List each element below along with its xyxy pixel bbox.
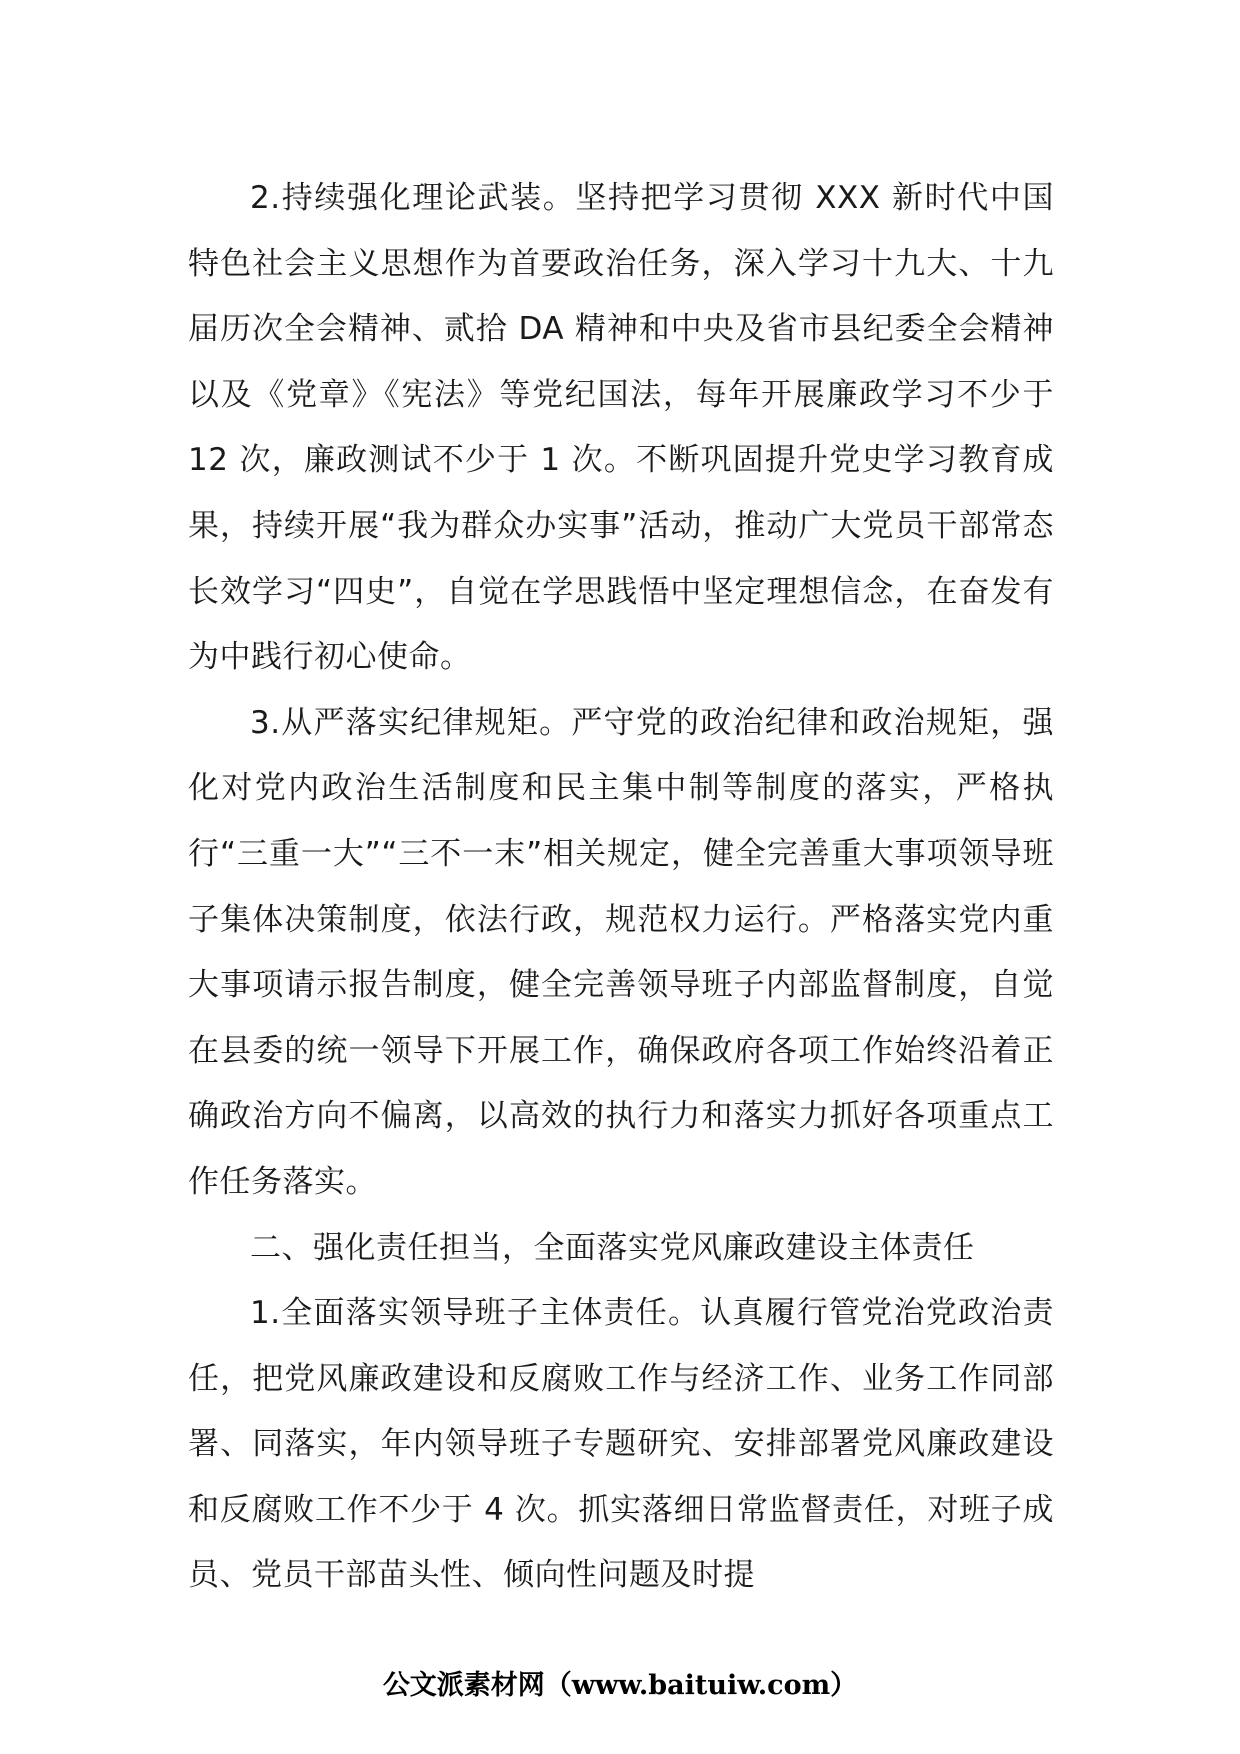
- document-body: [188, 166, 1054, 1609]
- paragraph-discipline-rules: 3.从严落实纪律规矩。严守党的政治纪律和政治规矩，强化对党内政治生活制度和民主集中制等制度的落实，严格执行“三重一大”“三不一末”相关规定，健全完善重大事项领导班子集体决策制度，依法行政，规范权力运行。严格落实党内重大事项请示报告制度，健全完善领导班子内部监督制度，自觉在县委的统一领导下开展工作，确保政府各项工作始终沿着正确政治方向不偏离，以高效的执行力和落实力抓好各项重点工作任务落实。: [188, 704, 1054, 1200]
- section-heading-responsibility: 二、强化责任担当，全面落实党风廉政建设主体责任: [250, 1229, 975, 1266]
- paragraph-strengthen-theory: 2.持续强化理论武装。坚持把学习贯彻 XXX 新时代中国特色社会主义思想作为首要政治任务，深入学习十九大、十九届历次全会精神、贰拾 DA 精神和中央及省市县纪委全会精神以及《党章》《宪法》等党纪国法，每年开展廉政学习不少于 12 次，廉政测试不少于 1 次。不断巩固提升党史学习教育成果，持续开展“我为群众办实事”活动，推动广大党员干部常态长效学习“四史”，自觉在学思践悟中坚定理想信念，在奋发有为中践行初心使命。: [188, 180, 1054, 676]
- paragraph-leadership-responsibility: 1.全面落实领导班子主体责任。认真履行管党治党政治责任，把党风廉政建设和反腐败工作与经济工作、业务工作同部署、同落实，年内领导班子专题研究、安排部署党风廉政建设和反腐败工作不少于 4 次。抓实落细日常监督责任，对班子成员、党员干部苗头性、倾向性问题及时提: [188, 1295, 1054, 1594]
- footer-watermark: 公文派素材网（www.baituiw.com）: [382, 1670, 858, 1701]
